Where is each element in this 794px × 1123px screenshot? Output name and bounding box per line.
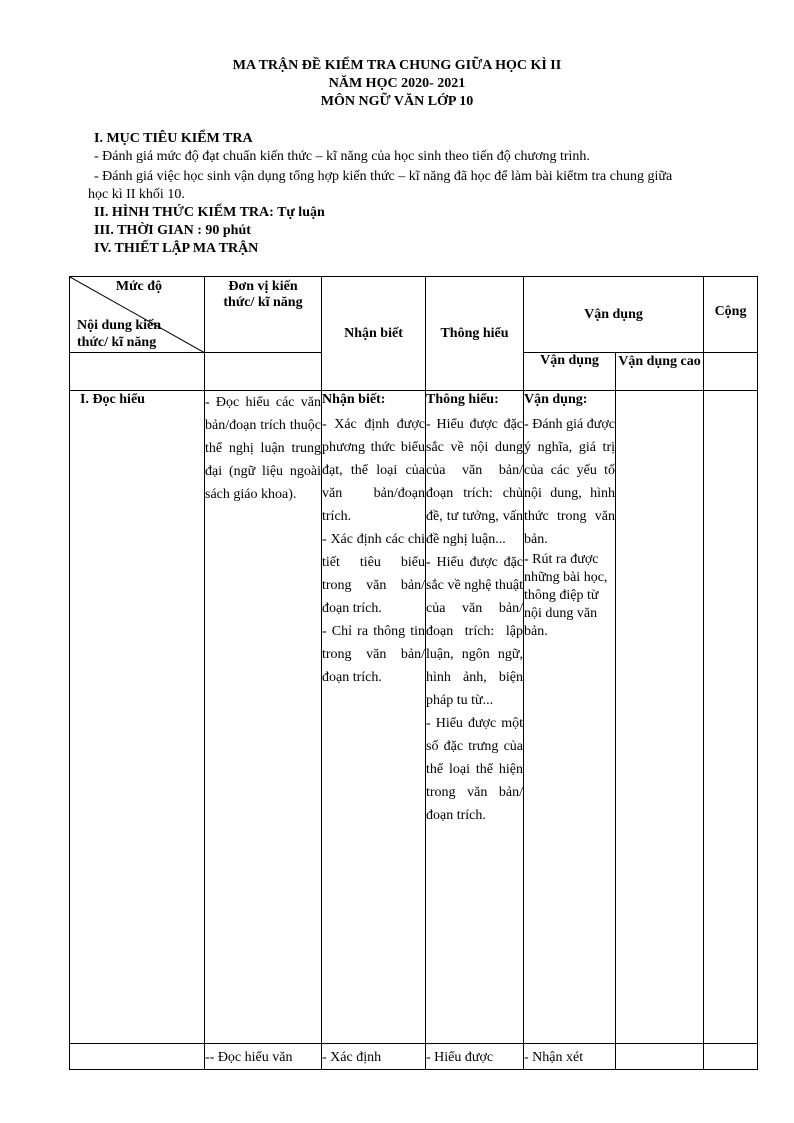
header-unit: [205, 277, 322, 353]
recognize-item-1: - Xác định được phương thức biểu đạt, thể loại của văn bản/đoạn trích.: [322, 417, 425, 524]
header-level: Mức độ: [115, 279, 162, 294]
header-content: [77, 317, 161, 351]
header-total: Cộng: [704, 277, 758, 353]
row2-unit: -- Đọc hiểu văn: [205, 1044, 322, 1070]
doc-title-line1: MA TRẬN ĐỀ KIỂM TRA CHUNG GIỮA HỌC KÌ II: [232, 58, 562, 73]
recognize-item-3: - Chỉ ra thông tin trong văn bản/ đoạn trích.: [322, 624, 425, 685]
doc-title-line3: MÔN NGỮ VĂN LỚP 10: [320, 94, 474, 109]
row-reading-apply: [524, 391, 616, 1044]
header-content-line2: thức/ kĩ năng: [77, 335, 157, 350]
section-objectives-title: I. MỤC TIÊU KIỂM TRA: [94, 131, 253, 146]
row-reading-understand: [426, 391, 524, 1044]
header-content-line1: Nội dung kiến: [77, 318, 162, 333]
header-blank-unit: [205, 353, 322, 391]
header-apply-high: Vận dụng cao: [616, 353, 704, 391]
header-apply-sub: Vận dụng: [524, 353, 616, 391]
doc-title-line2: NĂM HỌC 2020- 2021: [328, 76, 466, 91]
row-reading-apply-high: [616, 391, 704, 1044]
matrix-table: [69, 276, 758, 1070]
understand-item-1: - Hiểu được đặc sắc về nội dung của văn bản/đoạn trích: chủ đề, tư tưởng, vấn đề nghị luận...: [426, 417, 523, 547]
row-reading-recognize: [322, 391, 426, 1044]
section-format-title: II. HÌNH THỨC KIỂM TRA: Tự luận: [94, 205, 325, 220]
apply-item-1: - Đánh giá được ý nghĩa, giá trị của các yếu tố nội dung, hình thức trong văn bản.: [524, 417, 615, 547]
header-unit-line1: Đơn vị kiến: [228, 279, 298, 294]
row-reading-unit: - Đọc hiểu các văn bản/đoạn trích thuộc thể nghị luận trung đại (ngữ liệu ngoài sách giáo khoa).: [205, 391, 322, 1044]
apply-title: Vận dụng:: [524, 392, 588, 407]
row2-content: [70, 1044, 205, 1070]
apply-item-2: - Rút ra được những bài học, thông điệp từ nội dung văn bản.: [524, 552, 608, 639]
header-diagonal-cell: [70, 277, 205, 353]
row-reading-content: I. Đọc hiểu: [70, 391, 205, 1044]
understand-item-3: - Hiểu được một số đặc trưng của thể loại thể hiện trong văn bản/đoạn trích.: [426, 716, 523, 823]
section-matrix-title: IV. THIẾT LẬP MA TRẬN: [94, 241, 259, 256]
row2-apply-high: [616, 1044, 704, 1070]
row2-apply: - Nhận xét: [524, 1044, 616, 1070]
recognize-title: Nhận biết:: [322, 392, 386, 407]
row2-total: [704, 1044, 758, 1070]
row2-understand: - Hiểu được: [426, 1044, 524, 1070]
understand-item-2: - Hiểu được đặc sắc về nghệ thuật của văn bản/ đoạn trích: lập luận, ngôn ngữ, hình ảnh, biện pháp tu từ...: [426, 555, 523, 708]
row2-recognize: - Xác định: [322, 1044, 426, 1070]
objective-item-2b: học kì II khối 10.: [88, 187, 185, 202]
understand-title: Thông hiểu:: [426, 392, 499, 407]
recognize-item-2: - Xác định các chi tiết tiêu biểu trong văn bản/đoạn trích.: [322, 532, 425, 616]
section-time-title: III. THỜI GIAN : 90 phút: [94, 223, 251, 238]
objective-item-2a: - Đánh giá việc học sinh vận dụng tổng hợp kiến thức – kĩ năng đã học để làm bài kiểtm tra chung giữa: [94, 169, 673, 184]
header-apply: Vận dụng: [524, 277, 704, 353]
objective-item-1: - Đánh giá mức độ đạt chuẩn kiến thức – kĩ năng của học sinh theo tiến độ chương trình.: [94, 149, 590, 164]
header-understand: Thông hiểu: [426, 277, 524, 391]
header-recognize: Nhận biết: [322, 277, 426, 391]
row-reading-total: [704, 391, 758, 1044]
header-blank-total: [704, 353, 758, 391]
header-blank-content: [70, 353, 205, 391]
header-unit-line2: thức/ kĩ năng: [223, 295, 303, 310]
